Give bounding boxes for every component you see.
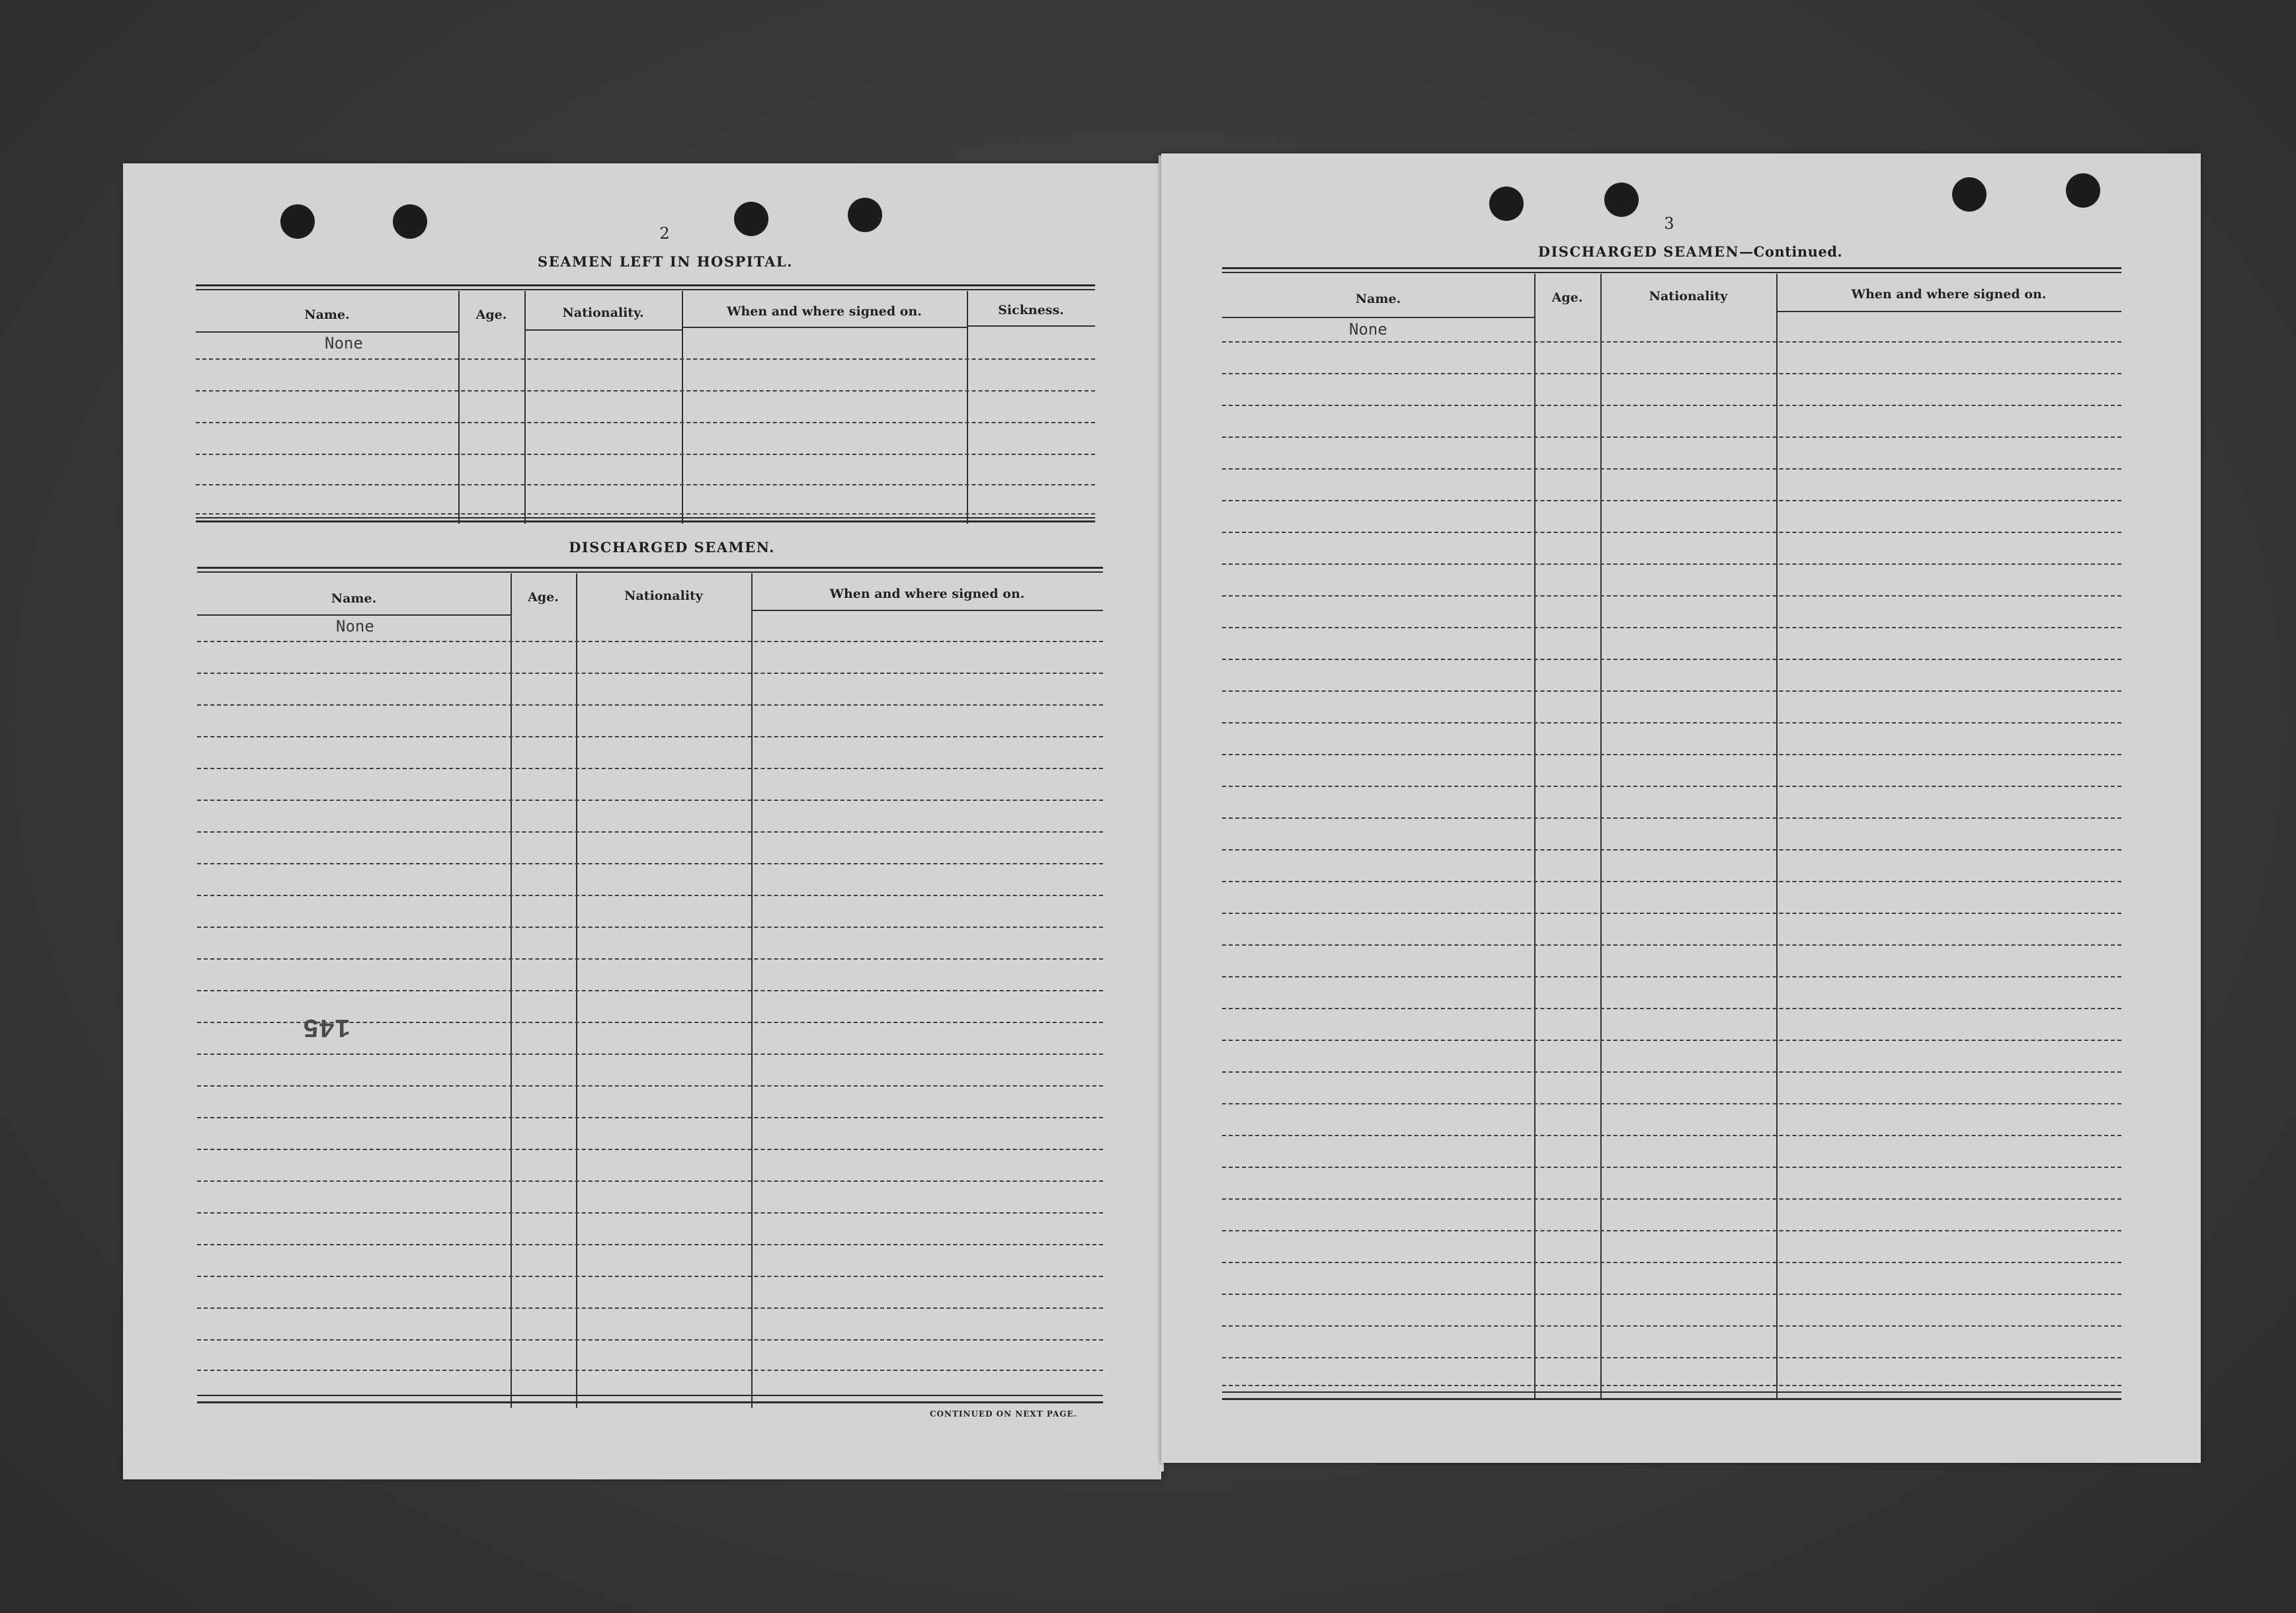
page-number: 2 (659, 224, 670, 243)
right-page (1161, 153, 2201, 1463)
hospital-entry-name: None (325, 334, 363, 352)
discharged-entry-name: None (1349, 320, 1387, 339)
hospital-section-title: SEAMEN LEFT IN HOSPITAL. (538, 253, 793, 270)
punch-hole (393, 204, 427, 239)
title-main: DISCHARGED SEAMEN (1538, 243, 1740, 260)
discharged-section-title: DISCHARGED SEAMEN. (569, 539, 775, 556)
number-stamp: 145 (303, 1011, 351, 1041)
col-header-age: Age. (528, 590, 559, 604)
col-header-nationality: Nationality (624, 589, 703, 603)
col-header-signed-on: When and where signed on. (727, 304, 922, 319)
punch-hole (280, 204, 315, 239)
punch-hole (848, 198, 882, 232)
punch-hole (2066, 173, 2100, 208)
col-header-age: Age. (475, 308, 507, 322)
col-header-sickness: Sickness. (998, 303, 1064, 317)
punch-hole (1489, 186, 1524, 221)
col-header-name: Name. (331, 591, 377, 606)
continued-footer: CONTINUED ON NEXT PAGE. (930, 1409, 1077, 1419)
left-page (123, 163, 1161, 1479)
punch-hole (1604, 183, 1639, 217)
page-number: 3 (1664, 214, 1674, 233)
col-header-signed-on: When and where signed on. (1851, 287, 2047, 302)
punch-hole (1952, 177, 1987, 212)
title-suffix: —Continued. (1739, 243, 1843, 260)
col-header-age: Age. (1551, 290, 1583, 305)
discharged-entry-name: None (336, 617, 374, 636)
col-header-signed-on: When and where signed on. (829, 587, 1025, 601)
punch-hole (734, 202, 768, 236)
col-header-nationality: Nationality (1649, 289, 1728, 304)
col-header-name: Name. (1355, 292, 1401, 306)
col-header-nationality: Nationality. (562, 306, 644, 320)
discharged-continued-title (1459, 243, 1922, 260)
col-header-name: Name. (304, 308, 350, 322)
discharged-table (197, 567, 1103, 1401)
discharged-continued-table (1222, 267, 2121, 1411)
hospital-table (196, 284, 1095, 522)
